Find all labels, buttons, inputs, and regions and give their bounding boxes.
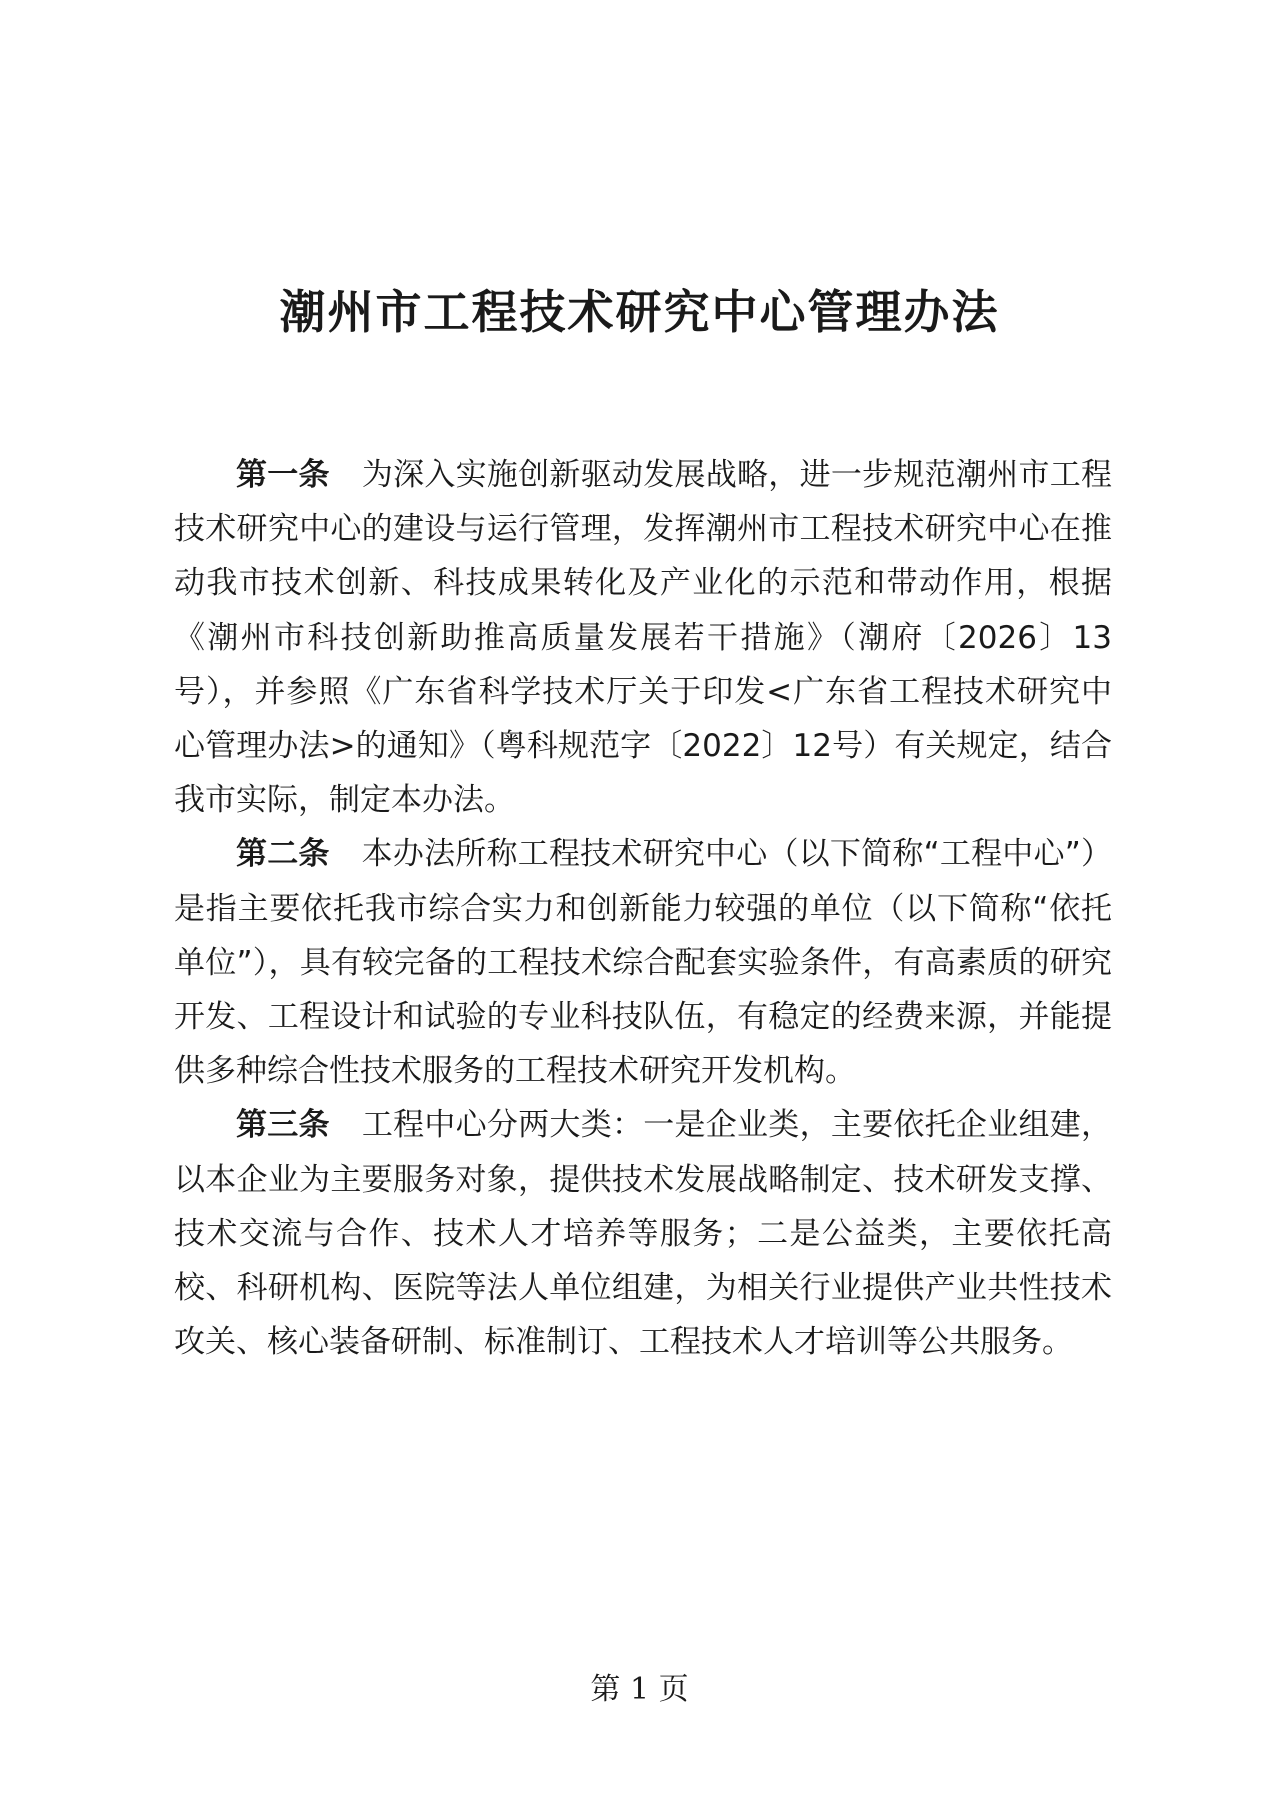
article-text: 本办法所称工程技术研究中心（以下简称“工程中心”）是指主要依托我市综合实力和创新能力较强的单位（以下简称“依托单位”），具有较完备的工程技术综合配套实验条件，有高素质的研究开发、工程设计和试验的专业科技队伍，有稳定的经费来源，并能提供多种综合性技术服务的工程技术研究开发机构。 [174, 836, 1112, 1090]
page-number: 第 1 页 [590, 1672, 689, 1707]
article-2 [174, 827, 1112, 1098]
article-text: 工程中心分两大类：一是企业类，主要依托企业组建，以本企业为主要服务对象，提供技术发展战略制定、技术研发支撑、技术交流与合作、技术人才培养等服务；二是公益类，主要依托高校、科研机构、医院等法人单位组建，为相关行业提供产业共性技术攻关、核心装备研制、标准制订、工程技术人才培训等公共服务。 [174, 1107, 1113, 1361]
article-text: 为深入实施创新驱动发展战略，进一步规范潮州市工程技术研究中心的建设与运行管理，发挥潮州市工程技术研究中心在推动我市技术创新、科技成果转化及产业化的示范和带动作用，根据《潮州市科技创新助推高质量发展若干措施》（潮府〔2026〕13号），并参照《广东省科学技术厅关于印发<广东省工程技术研究中心管理办法>的通知》（粤科规范字〔2022〕12号）有关规定，结合我市实际，制定本办法。 [174, 457, 1113, 819]
article-3 [174, 1098, 1112, 1369]
article-label: 第二条 [236, 836, 330, 873]
document-body [174, 448, 1112, 1369]
article-label: 第一条 [236, 457, 330, 493]
document-title: 潮州市工程技术研究中心管理办法 [279, 285, 1000, 339]
article-label: 第三条 [236, 1107, 330, 1144]
article-1 [174, 448, 1112, 827]
